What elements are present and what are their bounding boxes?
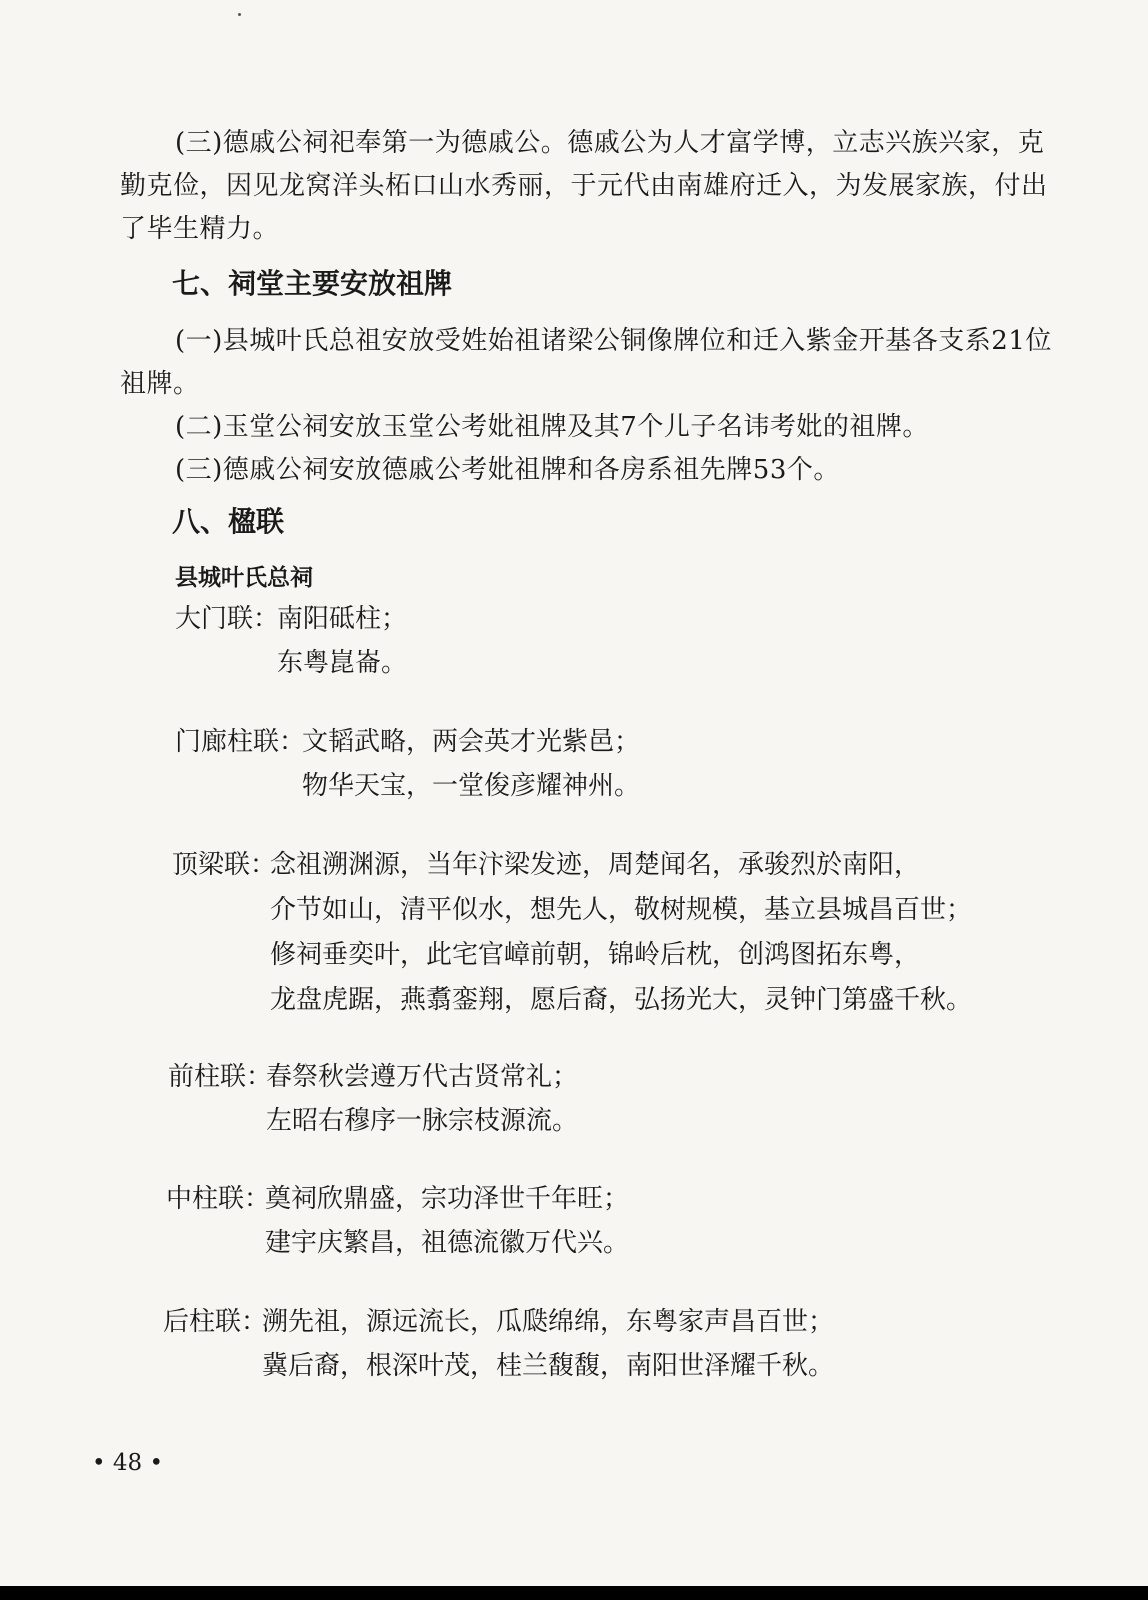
- scan-speck: [238, 13, 241, 16]
- page-number: • 48 •: [92, 1450, 164, 1476]
- couplet-line: 介节如山，清平似水，想先人，敬树规模，基立县城昌百世；: [270, 895, 973, 925]
- couplet-line: 东粤崑崙。: [277, 648, 408, 678]
- paragraph-line: 勤克俭，因见龙窝洋头柘口山水秀丽，于元代由南雄府迁入，为发展家族，付出: [120, 171, 1048, 201]
- couplet-label: 后柱联：: [163, 1307, 268, 1337]
- subheading: 县城叶氏总祠: [175, 565, 313, 591]
- scan-edge: [0, 1586, 1148, 1600]
- couplet-line: 冀后裔，根深叶茂，桂兰馥馥，南阳世泽耀千秋。: [262, 1351, 835, 1381]
- paragraph-line: (三)德戚公祠安放德戚公考妣祖牌和各房系祖先牌53个。: [175, 455, 840, 485]
- couplet-label: 前柱联：: [168, 1062, 273, 1092]
- paragraph-line: (二)玉堂公祠安放玉堂公考妣祖牌及其7个儿子名讳考妣的祖牌。: [175, 412, 929, 442]
- paragraph-line: 了毕生精力。: [120, 214, 280, 244]
- couplet-label: 门廊柱联：: [175, 727, 306, 757]
- paragraph-line: 祖牌。: [120, 369, 200, 399]
- couplet-line: 龙盘虎踞，燕翥銮翔，愿后裔，弘扬光大，灵钟门第盛千秋。: [270, 985, 973, 1015]
- paragraph-line: (一)县城叶氏总祖安放受姓始祖诸梁公铜像牌位和迁入紫金开基各支系21位: [175, 326, 1052, 356]
- couplet-line: 奠祠欣鼎盛，宗功泽世千年旺；: [265, 1184, 630, 1214]
- couplet-line: 物华天宝，一堂俊彦耀神州。: [302, 771, 641, 801]
- couplet-line: 春祭秋尝遵万代古贤常礼；: [266, 1062, 579, 1092]
- couplet-line: 修祠垂奕叶，此宅官嶂前朝，锦岭后枕，创鸿图拓东粤，: [270, 940, 921, 970]
- couplet-line: 溯先祖，源远流长，瓜瓞绵绵，东粤家声昌百世；: [262, 1307, 835, 1337]
- couplet-label: 中柱联：: [166, 1184, 271, 1214]
- couplet-line: 念祖溯渊源，当年汴梁发迹，周楚闻名，承骏烈於南阳，: [270, 850, 921, 880]
- section-heading: 八、楹联: [172, 505, 285, 538]
- couplet-label: 顶梁联：: [172, 850, 277, 880]
- couplet-line: 文韬武略，两会英才光紫邑；: [302, 727, 641, 757]
- couplet-label: 大门联：: [175, 604, 280, 634]
- paragraph-line: (三)德戚公祠祀奉第一为德戚公。德戚公为人才富学博，立志兴族兴家，克: [175, 128, 1045, 158]
- couplet-line: 建宇庆繁昌，祖德流徽万代兴。: [265, 1228, 630, 1258]
- section-heading: 七、祠堂主要安放祖牌: [172, 267, 453, 300]
- couplet-line: 左昭右穆序一脉宗枝源流。: [266, 1106, 579, 1136]
- couplet-line: 南阳砥柱；: [277, 604, 408, 634]
